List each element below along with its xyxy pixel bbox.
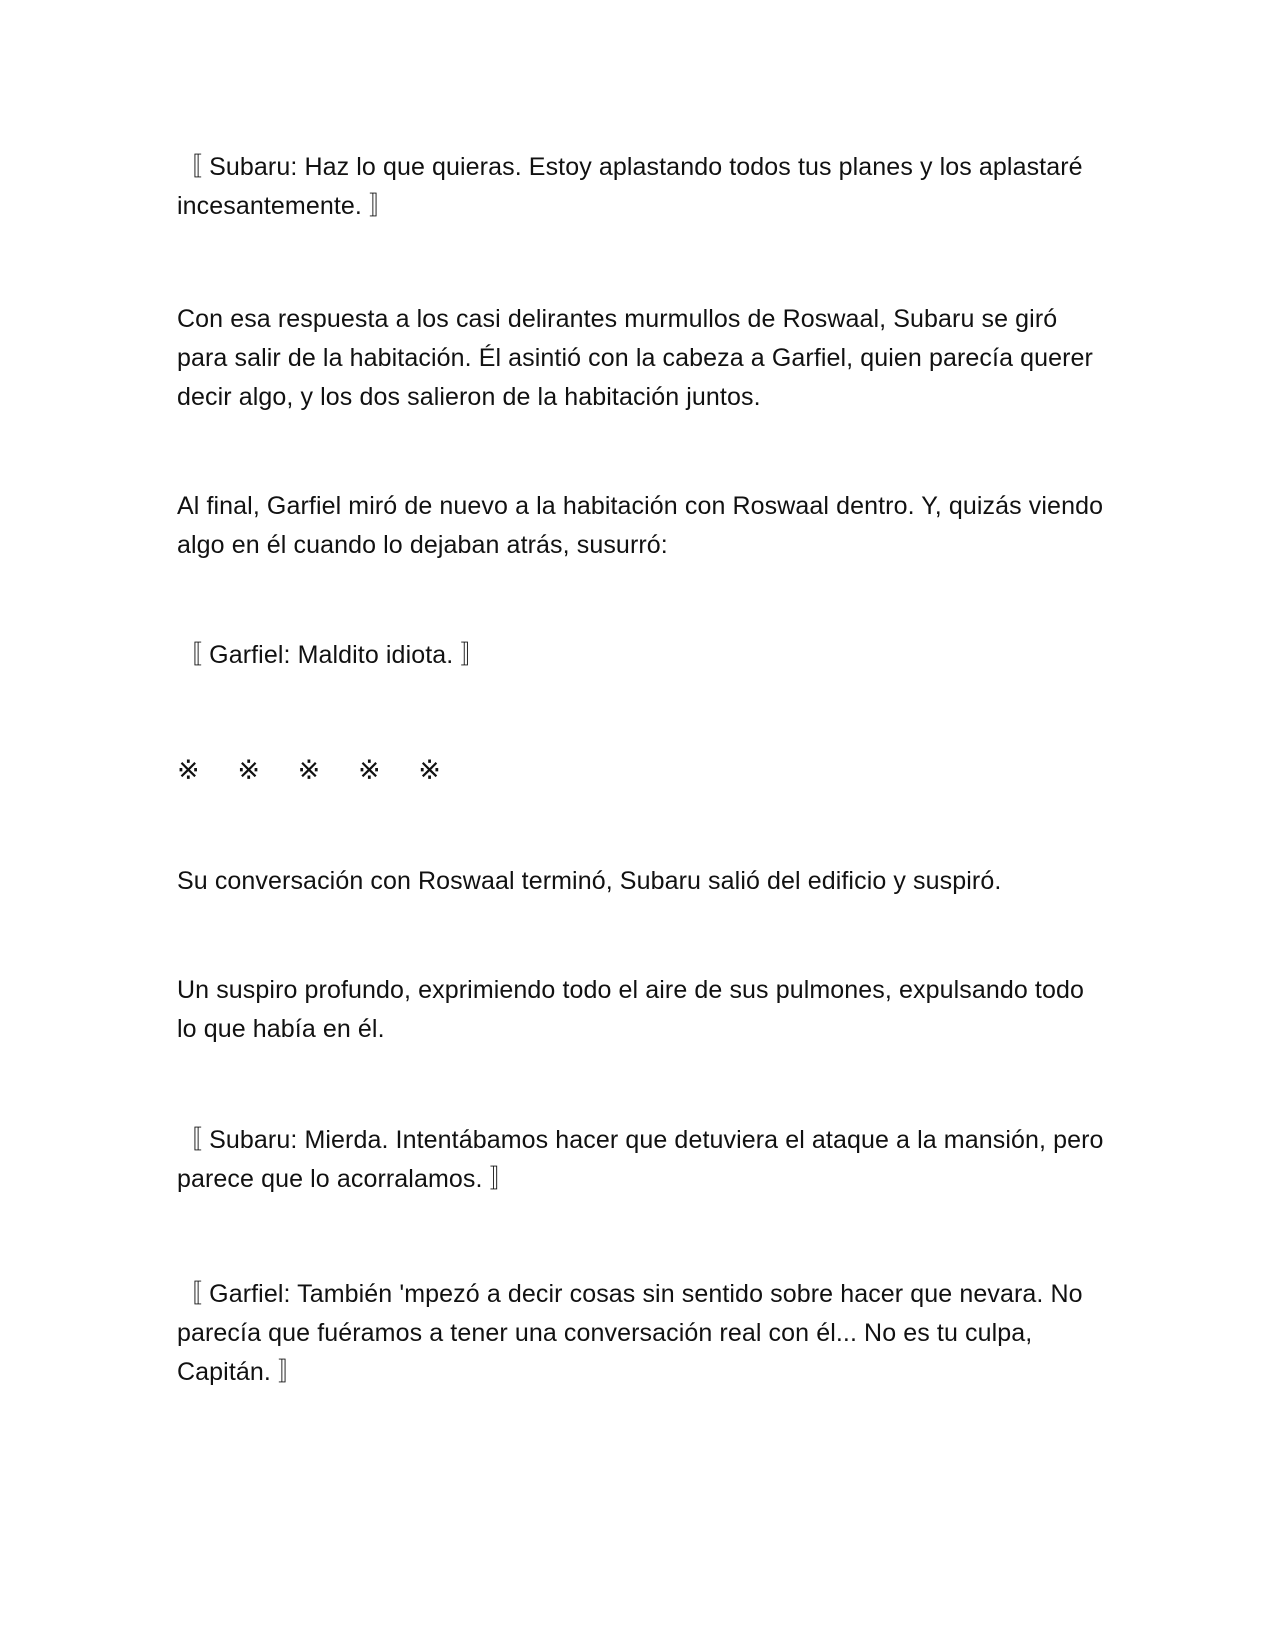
narration-paragraph-3: Su conversación con Roswaal terminó, Subaru salió del edificio y suspiró. [177, 867, 1002, 895]
dialogue-garfiel-1: 〚 Garfiel: Maldito idiota. 〛 [177, 641, 486, 669]
dialogue-subaru-2: 〚 Subaru: Mierda. Intentábamos hacer que detuviera el ataque a la mansión, pero parece que lo acorralamos. 〛 [177, 1126, 1104, 1193]
narration-paragraph-2: Al final, Garfiel miró de nuevo a la habitación con Roswaal dentro. Y, quizás viendo algo en él cuando lo dejaban atrás, susurró: [177, 492, 1104, 559]
scene-separator: ※ ※ ※ ※ ※ [177, 755, 442, 785]
dialogue-subaru-1: 〚 Subaru: Haz lo que quieras. Estoy aplastando todos tus planes y los aplastaré incesantemente. 〛 [177, 153, 1083, 220]
narration-paragraph-4: Un suspiro profundo, exprimiendo todo el aire de sus pulmones, expulsando todo lo que había en él. [177, 976, 1084, 1043]
dialogue-garfiel-2: 〚 Garfiel: También 'mpezó a decir cosas sin sentido sobre hacer que nevara. No parecía que fuéramos a tener una conversación real con él... No es tu culpa, Capitán. 〛 [177, 1280, 1083, 1386]
narration-paragraph-1: Con esa respuesta a los casi delirantes murmullos de Roswaal, Subaru se giró para salir de la habitación. Él asintió con la cabeza a Garfiel, quien parecía querer decir algo, y los dos salieron de la habitación juntos. [177, 305, 1093, 411]
